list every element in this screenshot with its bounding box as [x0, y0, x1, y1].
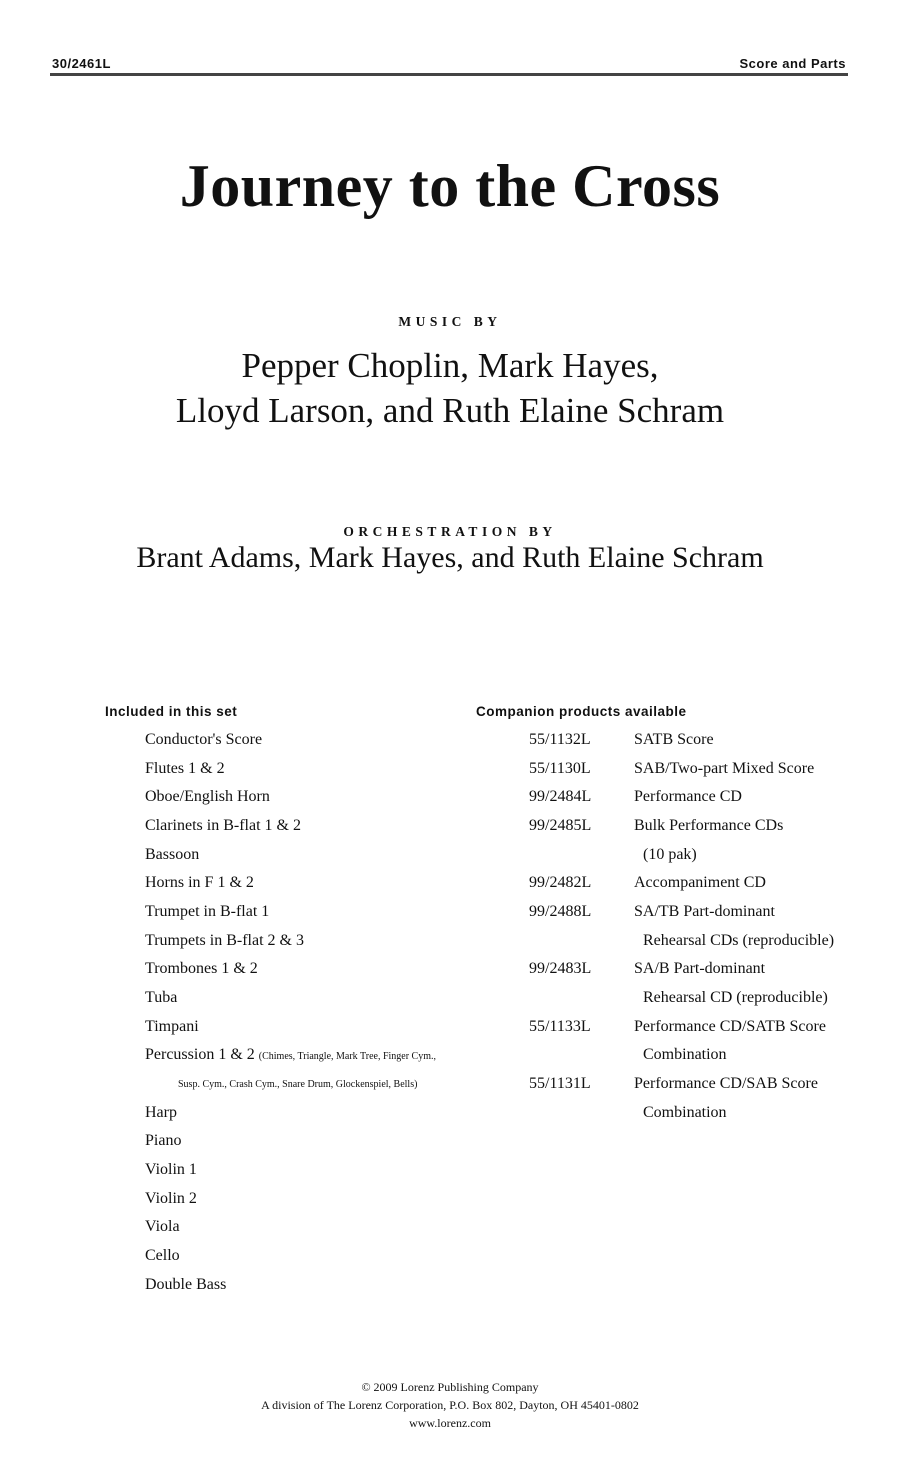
included-heading: Included in this set — [105, 704, 238, 719]
percussion-note-1: (Chimes, Triangle, Mark Tree, Finger Cym., — [258, 1051, 437, 1062]
product-desc: SATB Score — [634, 731, 714, 748]
product-code: 55/1133L — [529, 1018, 591, 1035]
product-code: 55/1132L — [529, 731, 591, 748]
included-item-percussion — [145, 1046, 436, 1064]
publisher-website: www.lorenz.com — [409, 1416, 491, 1430]
copyright: © 2009 Lorenz Publishing Company — [361, 1380, 539, 1394]
included-item: Violin 1 — [145, 1161, 197, 1178]
product-code: 55/1130L — [529, 760, 591, 777]
included-item: Double Bass — [145, 1276, 227, 1293]
included-item: Tuba — [145, 989, 178, 1006]
included-item: Viola — [145, 1218, 180, 1235]
percussion-note-2: Susp. Cym., Crash Cym., Snare Drum, Glockenspiel, Bells) — [178, 1079, 418, 1090]
publisher-address: A division of The Lorenz Corporation, P.O. Box 802, Dayton, OH 45401-0802 — [261, 1398, 639, 1412]
publisher-footer — [0, 1378, 900, 1432]
included-item: Trombones 1 & 2 — [145, 960, 258, 977]
product-desc-continued: Combination — [643, 1104, 727, 1121]
included-item: Cello — [145, 1247, 180, 1264]
product-desc: SAB/Two-part Mixed Score — [634, 760, 815, 777]
composers-line-2: Lloyd Larson, and Ruth Elaine Schram — [175, 391, 725, 430]
included-item: Timpani — [145, 1018, 199, 1035]
orchestration-by-label: ORCHESTRATION BY — [343, 524, 557, 539]
product-desc: Performance CD/SATB Score — [634, 1018, 826, 1035]
product-desc: Performance CD — [634, 788, 742, 805]
product-desc-continued: (10 pak) — [643, 846, 697, 863]
included-item: Bassoon — [145, 846, 200, 863]
included-item: Flutes 1 & 2 — [145, 760, 225, 777]
product-desc: Accompaniment CD — [634, 874, 766, 891]
included-item: Conductor's Score — [145, 731, 263, 748]
product-code: 99/2484L — [529, 788, 592, 805]
included-item: Harp — [145, 1104, 177, 1121]
composers-line-1: Pepper Choplin, Mark Hayes, — [241, 346, 659, 385]
product-desc: SA/B Part-dominant — [634, 960, 766, 977]
product-code: 99/2483L — [529, 960, 592, 977]
product-code: 99/2488L — [529, 903, 592, 920]
included-item: Violin 2 — [145, 1190, 197, 1207]
included-item: Oboe/English Horn — [145, 788, 270, 805]
product-desc-continued: Rehearsal CDs (reproducible) — [643, 932, 835, 949]
page-title: Journey to the Cross — [179, 153, 721, 219]
product-code: 99/2482L — [529, 874, 592, 891]
product-desc-continued: Rehearsal CD (reproducible) — [643, 989, 828, 1006]
product-desc: Performance CD/SAB Score — [634, 1075, 818, 1092]
product-code: 99/2485L — [529, 817, 592, 834]
included-item: Horns in F 1 & 2 — [145, 874, 254, 891]
included-item: Trumpets in B-flat 2 & 3 — [145, 932, 304, 949]
edition-type: Score and Parts — [739, 56, 846, 71]
companion-heading: Companion products available — [476, 704, 687, 719]
included-item: Clarinets in B-flat 1 & 2 — [145, 817, 301, 834]
header-divider — [50, 73, 848, 76]
orchestrators: Brant Adams, Mark Hayes, and Ruth Elaine Schram — [136, 541, 764, 574]
included-item: Percussion 1 & 2 — [145, 1046, 255, 1063]
product-desc-continued: Combination — [643, 1046, 727, 1063]
composers — [0, 343, 900, 433]
product-code: 55/1131L — [529, 1075, 591, 1092]
catalog-number: 30/2461L — [52, 56, 111, 71]
music-by-label: MUSIC BY — [398, 314, 502, 329]
product-desc: SA/TB Part-dominant — [634, 903, 775, 920]
included-item: Trumpet in B-flat 1 — [145, 903, 270, 920]
product-desc: Bulk Performance CDs — [634, 817, 784, 834]
included-item: Piano — [145, 1132, 182, 1149]
